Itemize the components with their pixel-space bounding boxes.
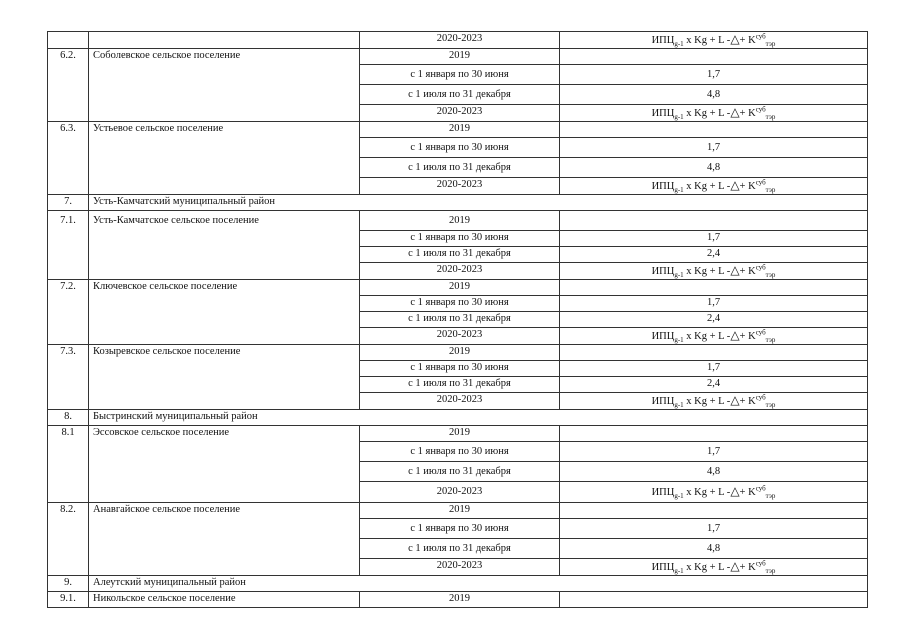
settlement-name: Эссовское сельское поселение [89,426,360,503]
value-cell: 1,7 [560,442,868,462]
table-row [48,345,868,361]
formula-cell: $ИПЦ_{g-1}$ x Kg + L -△+ $K^{суб}_{тэр}$ [560,263,868,280]
value-cell [560,211,868,231]
region-number: 7. [48,195,89,211]
formula-cell: $ИПЦ_{g-1}$ x Kg + L -△+ $K^{суб}_{тэр}$ [560,178,868,195]
settlement-number: 7.2. [48,280,89,345]
period-cell: 2020-2023 [360,328,560,345]
tariff-table-body [48,32,868,608]
settlement-name: Соболевское сельское поселение [89,49,360,122]
period-cell: с 1 января по 30 июня [360,138,560,158]
period-cell: 2019 [360,280,560,296]
period-cell: 2019 [360,503,560,519]
value-cell: 4,8 [560,158,868,178]
value-cell [560,345,868,361]
value-cell: 2,4 [560,377,868,393]
region-name: Алеутский муниципальный район [89,576,868,592]
tariff-table [47,31,868,608]
settlement-name: Никольское сельское поселение [89,592,360,608]
settlement-number: 9.1. [48,592,89,608]
period-cell: 2019 [360,211,560,231]
empty-number-cell [48,32,89,49]
settlement-number: 6.3. [48,122,89,195]
period-cell: 2020-2023 [360,393,560,410]
table-row [48,503,868,519]
period-cell: с 1 июля по 31 декабря [360,539,560,559]
period-cell: с 1 января по 30 июня [360,519,560,539]
region-name: Усть-Камчатский муниципальный район [89,195,868,211]
formula-cell: $ИПЦ_{g-1}$ x Kg + L -△+ $K^{суб}_{тэр}$ [560,32,868,49]
period-cell: с 1 июля по 31 декабря [360,85,560,105]
period-cell: 2020-2023 [360,559,560,576]
table-row [48,211,868,231]
value-cell [560,426,868,442]
period-cell: 2019 [360,122,560,138]
table-row [48,592,868,608]
period-cell: с 1 июля по 31 декабря [360,312,560,328]
value-cell: 1,7 [560,138,868,158]
value-cell: 1,7 [560,361,868,377]
table-row [48,49,868,65]
settlement-name: Устьевое сельское поселение [89,122,360,195]
settlement-number: 8.2. [48,503,89,576]
value-cell [560,503,868,519]
period-cell: 2020-2023 [360,178,560,195]
period-cell: с 1 июля по 31 декабря [360,158,560,178]
value-cell: 4,8 [560,462,868,482]
settlement-name: Усть-Камчатское сельское поселение [89,211,360,280]
value-cell [560,122,868,138]
settlement-name: Козыревское сельское поселение [89,345,360,410]
value-cell [560,280,868,296]
settlement-number: 6.2. [48,49,89,122]
table-row [48,280,868,296]
settlement-number: 7.1. [48,211,89,280]
period-cell: с 1 июля по 31 декабря [360,377,560,393]
value-cell: 4,8 [560,85,868,105]
period-cell: с 1 января по 30 июня [360,231,560,247]
value-cell: 1,7 [560,231,868,247]
region-number: 9. [48,576,89,592]
value-cell: 1,7 [560,519,868,539]
period-cell: с 1 января по 30 июня [360,65,560,85]
value-cell: 2,4 [560,247,868,263]
period-cell: с 1 июля по 31 декабря [360,462,560,482]
settlement-number: 7.3. [48,345,89,410]
value-cell [560,592,868,608]
value-cell: 4,8 [560,539,868,559]
table-row [48,32,868,49]
empty-name-cell [89,32,360,49]
formula-cell: $ИПЦ_{g-1}$ x Kg + L -△+ $K^{суб}_{тэр}$ [560,328,868,345]
region-row [48,576,868,592]
period-cell: с 1 января по 30 июня [360,296,560,312]
settlement-name: Ключевское сельское поселение [89,280,360,345]
region-number: 8. [48,410,89,426]
value-cell [560,49,868,65]
value-cell: 2,4 [560,312,868,328]
period-cell: 2019 [360,592,560,608]
region-row [48,410,868,426]
table-row [48,122,868,138]
region-name: Быстринский муниципальный район [89,410,868,426]
formula-cell: $ИПЦ_{g-1}$ x Kg + L -△+ $K^{суб}_{тэр}$ [560,559,868,576]
formula-cell: $ИПЦ_{g-1}$ x Kg + L -△+ $K^{суб}_{тэр}$ [560,482,868,503]
formula-cell: $ИПЦ_{g-1}$ x Kg + L -△+ $K^{суб}_{тэр}$ [560,393,868,410]
period-cell: с 1 января по 30 июня [360,442,560,462]
period-cell: с 1 июля по 31 декабря [360,247,560,263]
formula-cell: $ИПЦ_{g-1}$ x Kg + L -△+ $K^{суб}_{тэр}$ [560,105,868,122]
period-cell: 2019 [360,345,560,361]
period-cell: 2020-2023 [360,263,560,280]
value-cell: 1,7 [560,65,868,85]
period-cell: 2020-2023 [360,105,560,122]
period-cell: 2020-2023 [360,482,560,503]
settlement-number: 8.1 [48,426,89,503]
region-row [48,195,868,211]
period-cell: 2019 [360,426,560,442]
settlement-name: Анавгайское сельское поселение [89,503,360,576]
period-cell: 2020-2023 [360,32,560,49]
value-cell: 1,7 [560,296,868,312]
period-cell: с 1 января по 30 июня [360,361,560,377]
table-row [48,426,868,442]
period-cell: 2019 [360,49,560,65]
